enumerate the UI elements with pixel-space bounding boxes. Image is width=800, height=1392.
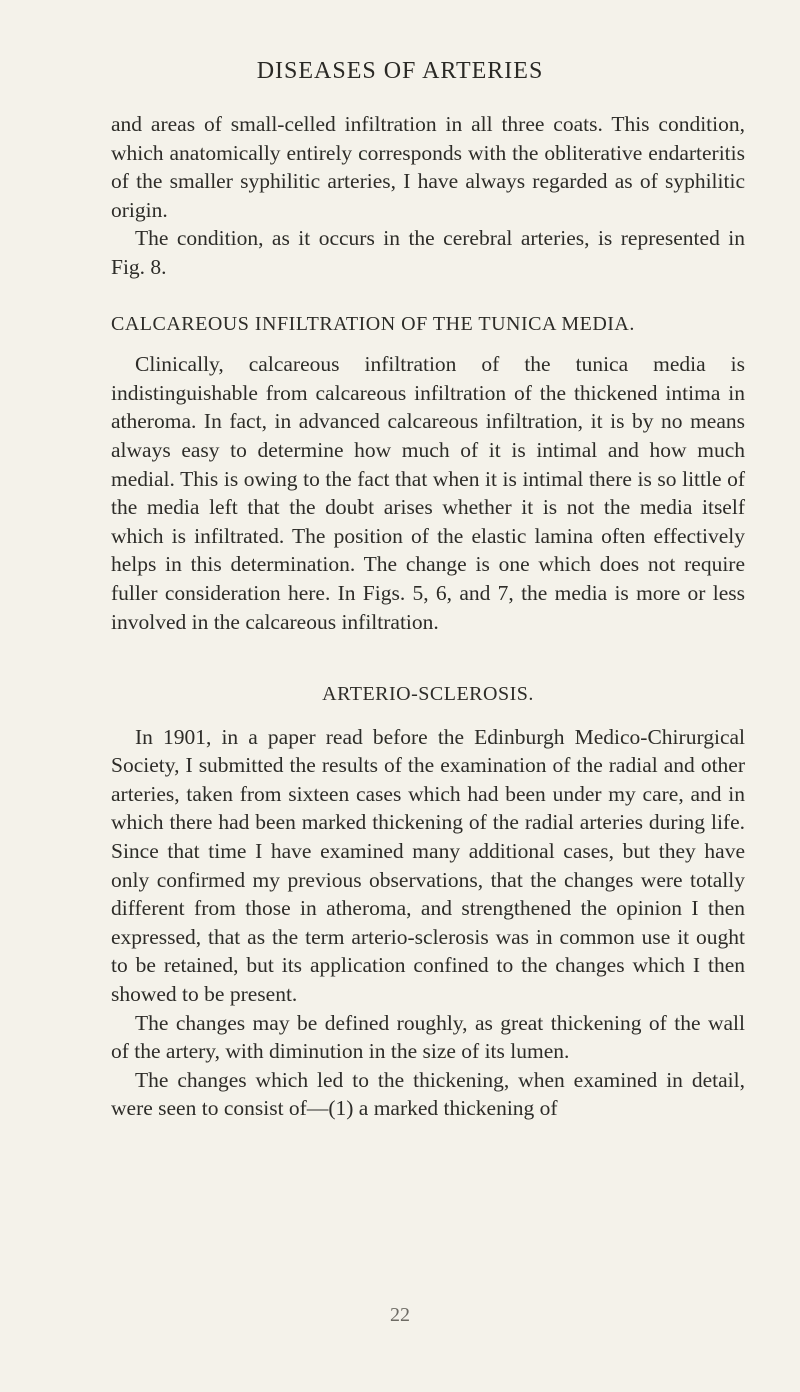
paragraph: The changes may be defined roughly, as great thickening of the wall of the artery, with diminution in the size of its lumen. [111,1010,745,1064]
running-head: DISEASES OF ARTERIES [256,58,544,84]
body-text [111,110,745,1123]
section-heading-arterio-sclerosis: ARTERIO-SCLEROSIS. [322,683,534,706]
paragraph-continuation: and areas of small-celled infiltration in all three coats. This condition, which anatomically entirely corresponds with the obliterative endarteritis of the smaller syphilitic arteries, I have always regarded as of syphilitic origin. [111,112,745,222]
section-heading-calcareous: CALCAREOUS INFILTRATION OF THE TUNICA MEDIA. [111,312,635,335]
paragraph: In 1901, in a paper read before the Edinburgh Medico-Chirurgical Society, I submitted the results of the examination of the radial and other arteries, taken from sixteen cases which had been under my care, and in which there had been marked thickening of the radial arteries during life. Since that time I have examined many additional cases, but they have only confirmed my previous observations, that the changes were totally different from those in atheroma, and strengthened the opinion I then expressed, that as the term arterio-sclerosis was in common use it ought to be retained, but its application confined to the changes which I then showed to be present. [111,724,745,1007]
paragraph: The condition, as it occurs in the cerebral arteries, is represented in Fig. 8. [111,226,745,279]
paragraph: The changes which led to the thickening, when examined in detail, were seen to consist of—(1) a marked thickening of [111,1067,745,1121]
page-number: 22 [390,1304,410,1326]
paragraph: Clinically, calcareous infiltration of the tunica media is indistinguishable from calcareous infiltration of the thickened intima in atheroma. In fact, in advanced calcareous infiltration, it is by no means always easy to determine how much of it is intimal and how much medial. This is owing to the fact that when it is intimal there is so little of the media left that the doubt arises whether it is not the media itself which is infiltrated. The position of the elastic lamina often effectively helps in this determination. The change is one which does not require fuller consideration here. In Figs. 5, 6, and 7, the media is more or less involved in the calcareous infiltration. [111,352,745,634]
